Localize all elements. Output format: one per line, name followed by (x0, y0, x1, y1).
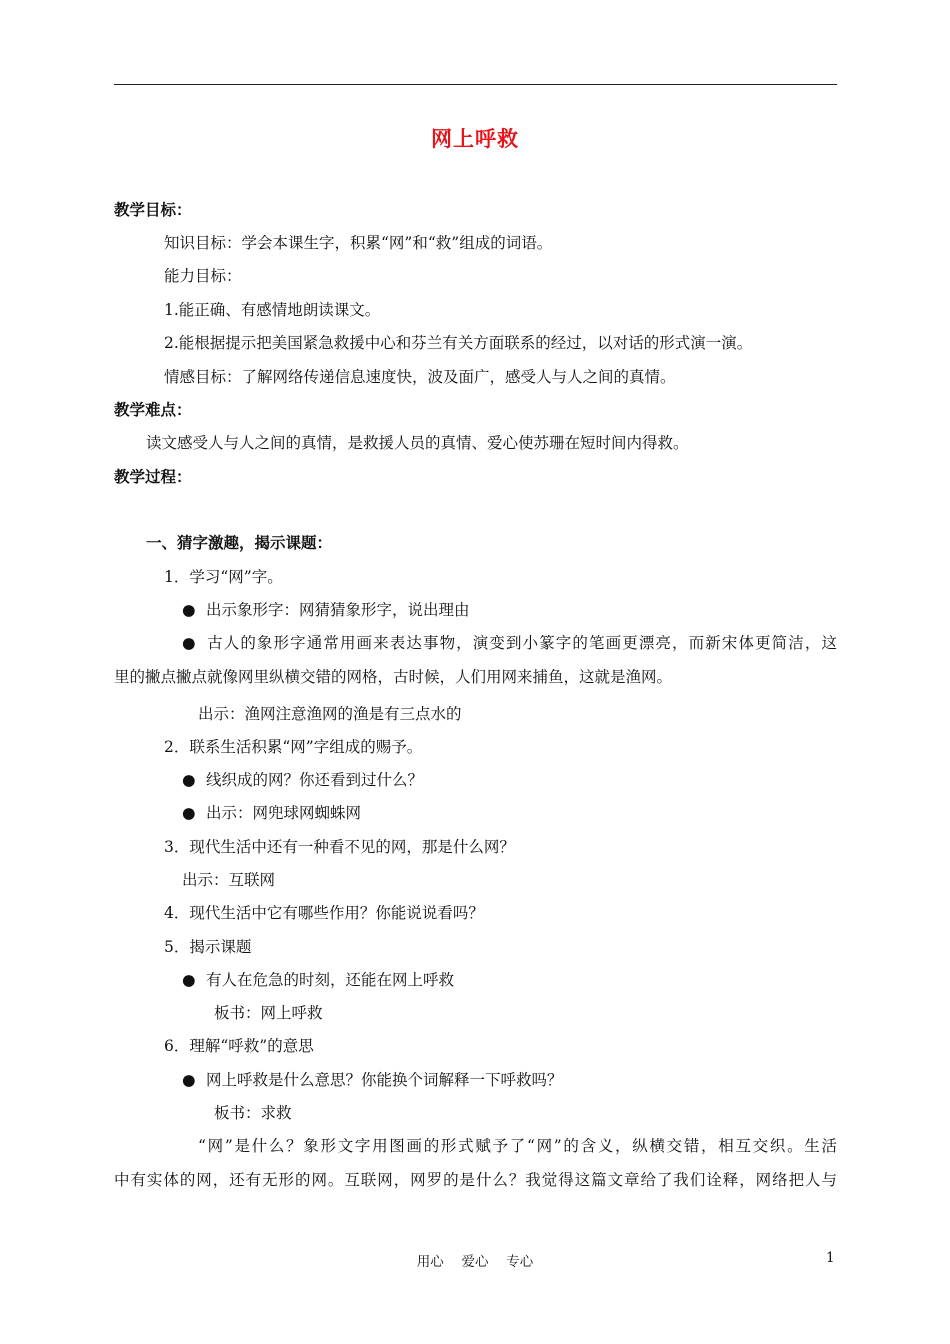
difficulty-heading: 教学难点： (114, 401, 192, 419)
board-note: 板书：网上呼救 (214, 1004, 323, 1022)
ability-goal: 能力目标： (164, 267, 242, 285)
list-item: ● 出示：网兜球网蜘蛛网 (182, 804, 362, 822)
footer-motto: 用心 爱心 专心 (416, 1254, 534, 1270)
paragraph-line: 中有实体的网，还有无形的网。互联网，网罗的是什么？我觉得这篇文章给了我们诠释，网络把人与 (114, 1171, 837, 1189)
step-3: 3．现代生活中还有一种看不见的网，那是什么网？ (164, 838, 515, 856)
bullet-icon: ● (182, 601, 196, 619)
knowledge-goal: 知识目标：学会本课生字，积累“网”和“救”组成的词语。 (164, 234, 553, 252)
step-5: 5．揭示课题 (164, 938, 252, 956)
step-2: 2．联系生活积累“网”字组成的赐予。 (164, 738, 423, 756)
list-item: ● 有人在危急的时刻，还能在网上呼救 (182, 971, 455, 989)
board-note: 板书：求救 (214, 1104, 292, 1122)
page-number: 1 (826, 1250, 835, 1266)
bullet-icon: ● (182, 1071, 196, 1089)
list-item: ● 线织成的网？你还看到过什么？ (182, 771, 424, 789)
bullet-icon: ● (182, 771, 196, 789)
list-item: ● 网上呼救是什么意思？你能换个词解释一下呼救吗？ (182, 1071, 563, 1089)
process-heading: 教学过程： (114, 468, 192, 486)
show-note: 出示：互联网 (182, 871, 276, 889)
ability-item-1: 1.能正确、有感情地朗读课文。 (164, 301, 381, 319)
step-6: 6．理解“呼救”的意思 (164, 1037, 314, 1055)
show-note: 出示：渔网注意渔网的渔是有三点水的 (198, 705, 462, 723)
page-title: 网上呼救 (431, 127, 519, 151)
part1-heading: 一、猜字激趣，揭示课题： (146, 534, 333, 552)
step-4: 4．现代生活中它有哪些作用？你能说说看吗？ (164, 904, 484, 922)
difficulty-text: 读文感受人与人之间的真情，是救援人员的真情、爱心使苏珊在短时间内得救。 (146, 434, 689, 452)
step-1: 1．学习“网”字。 (164, 568, 283, 586)
list-item: ● 出示象形字：网猜猜象形字，说出理由 (182, 601, 470, 619)
paragraph-line: “网”是什么？象形文字用图画的形式赋予了“网”的含义，纵横交错，相互交织。生活 (198, 1137, 837, 1155)
goals-heading: 教学目标： (114, 201, 192, 219)
ability-item-2: 2.能根据提示把美国紧急救援中心和芬兰有关方面联系的经过，以对话的形式演一演。 (164, 334, 753, 352)
header-rule (114, 84, 837, 85)
emotion-goal: 情感目标：了解网络传递信息速度快，波及面广，感受人与人之间的真情。 (164, 368, 676, 386)
bullet-icon: ● (182, 634, 196, 652)
bullet-icon: ● (182, 804, 196, 822)
paragraph-continuation: 里的撇点撇点就像网里纵横交错的网格，古时候，人们用网来捕鱼，这就是渔网。 (114, 668, 673, 686)
list-item: ● 古人的象形字通常用画来表达事物，演变到小篆字的笔画更漂亮，而新宋体更简洁，这 (182, 634, 837, 652)
bullet-icon: ● (182, 971, 196, 989)
